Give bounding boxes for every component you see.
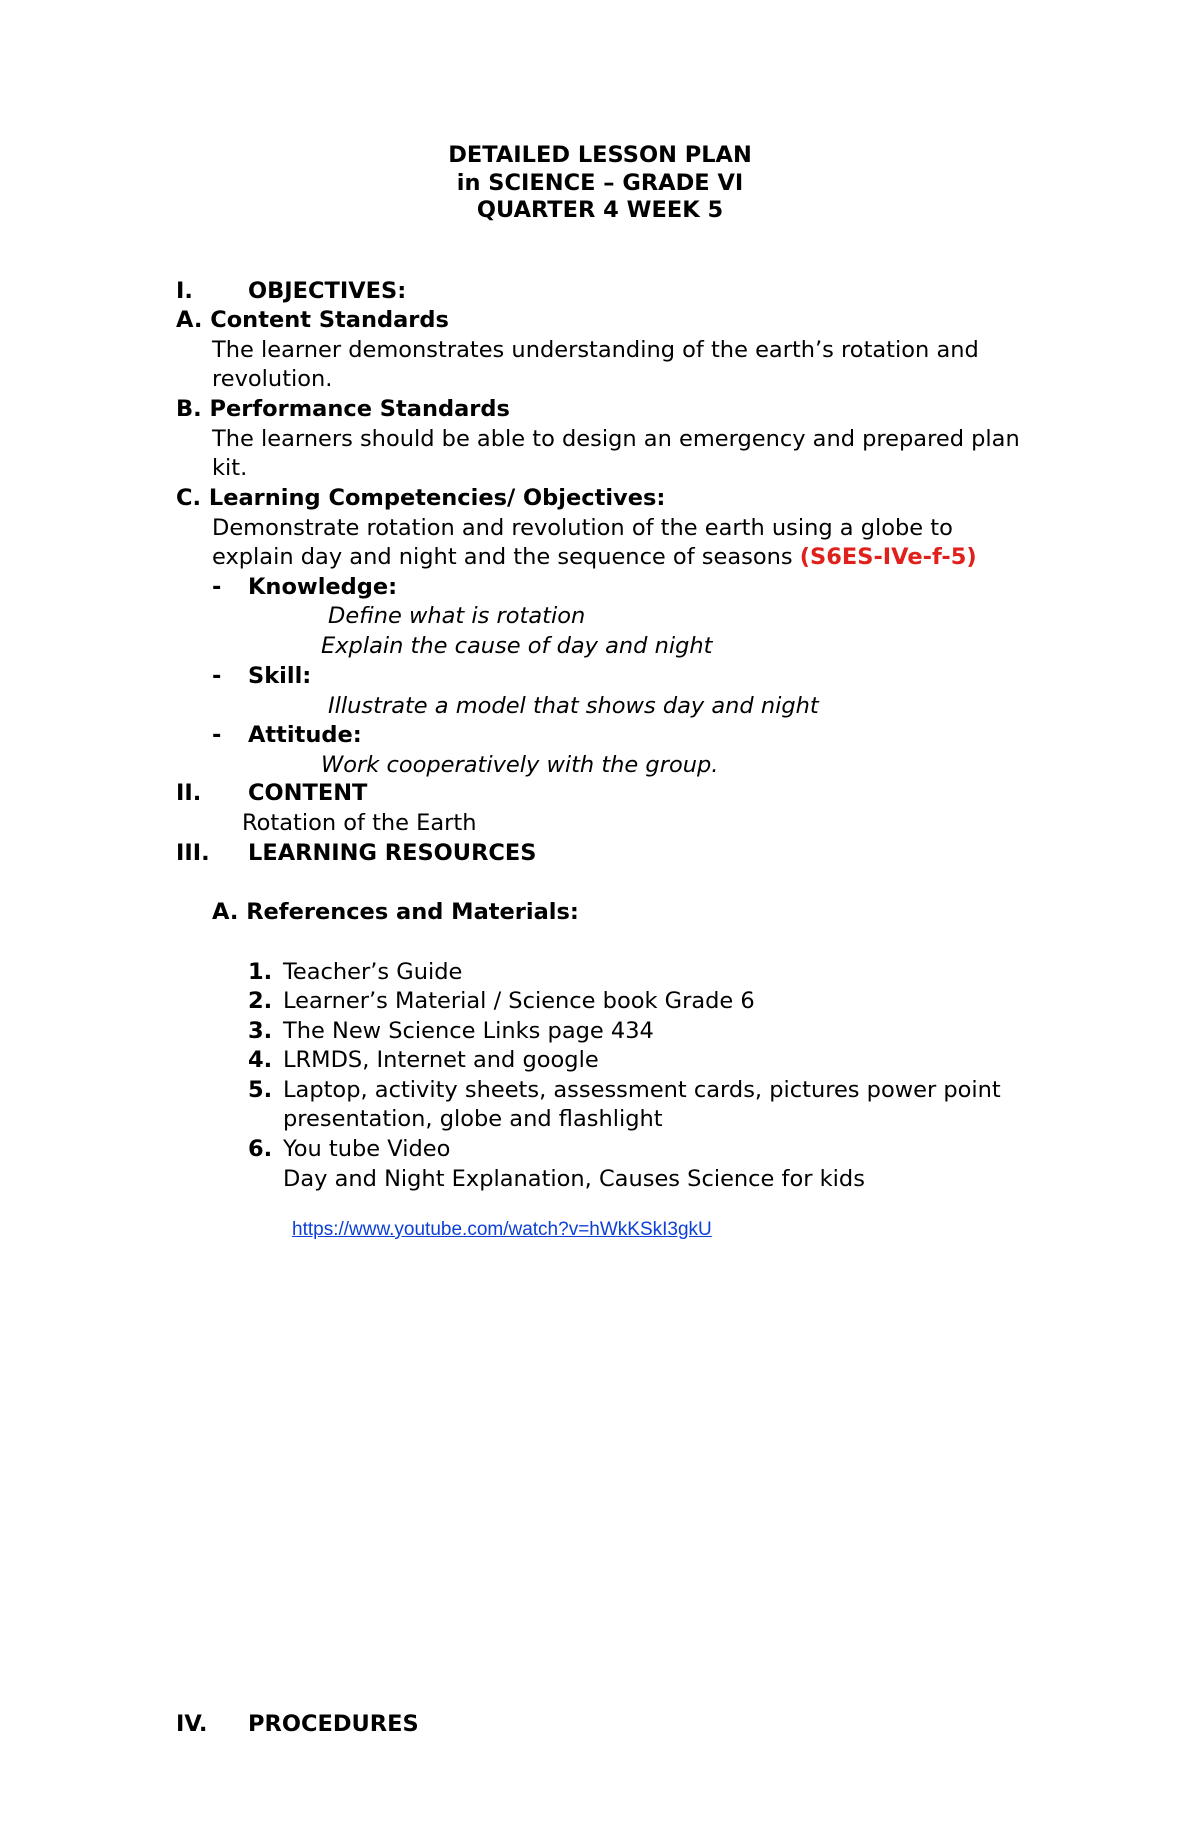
competency-code: (S6ES-IVe-f-5) — [799, 544, 977, 570]
objectives-heading: OBJECTIVES: — [248, 278, 407, 304]
resource-item-5: Laptop, activity sheets, assessment cards, pictures power point — [283, 1077, 1001, 1103]
procedures-numeral: IV. — [176, 1711, 208, 1737]
performance-standards-text-1: The learners should be able to design an emergency and prepared plan — [212, 426, 1020, 452]
references-label: A. References and Materials: — [212, 899, 579, 925]
attitude-item-1: Work cooperatively with the group. — [321, 752, 719, 778]
resource-item-1: Teacher’s Guide — [283, 959, 463, 985]
youtube-video-link[interactable]: https://www.youtube.com/watch?v=hWkKSkI3gkU — [292, 1219, 712, 1240]
knowledge-item-2: Explain the cause of day and night — [321, 633, 713, 659]
resource-num-4: 4. — [248, 1047, 273, 1073]
title-line-2: in SCIENCE – GRADE VI — [456, 170, 744, 196]
objectives-numeral: I. — [176, 278, 193, 304]
title-line-1: DETAILED LESSON PLAN — [448, 142, 752, 168]
resource-item-3: The New Science Links page 434 — [283, 1018, 654, 1044]
attitude-dash: - — [212, 722, 222, 748]
skill-dash: - — [212, 663, 222, 689]
skill-label: Skill: — [248, 663, 312, 689]
resource-item-2: Learner’s Material / Science book Grade 6 — [283, 988, 755, 1014]
resource-item-4: LRMDS, Internet and google — [283, 1047, 599, 1073]
knowledge-label: Knowledge: — [248, 574, 398, 600]
knowledge-dash: - — [212, 574, 222, 600]
resource-num-5: 5. — [248, 1077, 273, 1103]
resources-numeral: III. — [176, 840, 210, 866]
performance-standards-label: B. Performance Standards — [176, 396, 510, 422]
attitude-label: Attitude: — [248, 722, 362, 748]
content-text: Rotation of the Earth — [242, 810, 477, 836]
resource-num-2: 2. — [248, 988, 273, 1014]
resources-heading: LEARNING RESOURCES — [248, 840, 537, 866]
title-line-3: QUARTER 4 WEEK 5 — [476, 197, 724, 223]
knowledge-item-1: Define what is rotation — [328, 603, 586, 629]
resource-item-6: You tube Video — [283, 1136, 451, 1162]
resource-num-1: 1. — [248, 959, 273, 985]
content-standards-label: A. Content Standards — [176, 307, 449, 333]
content-numeral: II. — [176, 780, 202, 806]
resource-num-3: 3. — [248, 1018, 273, 1044]
competencies-text-2 — [212, 543, 977, 572]
resource-item-6-cont: Day and Night Explanation, Causes Science for kids — [283, 1166, 865, 1192]
content-standards-text-1: The learner demonstrates understanding of the earth’s rotation and — [212, 337, 979, 363]
resource-num-6: 6. — [248, 1136, 273, 1162]
performance-standards-text-2: kit. — [212, 455, 248, 481]
skill-item-1: Illustrate a model that shows day and night — [328, 693, 819, 719]
competencies-text-1: Demonstrate rotation and revolution of the earth using a globe to — [212, 515, 953, 541]
competencies-label: C. Learning Competencies/ Objectives: — [176, 485, 666, 511]
content-standards-text-2: revolution. — [212, 366, 333, 392]
resource-item-5-cont: presentation, globe and flashlight — [283, 1106, 663, 1132]
content-heading: CONTENT — [248, 780, 368, 806]
competencies-text-2-body: explain day and night and the sequence of seasons — [212, 544, 800, 570]
procedures-heading: PROCEDURES — [248, 1711, 419, 1737]
